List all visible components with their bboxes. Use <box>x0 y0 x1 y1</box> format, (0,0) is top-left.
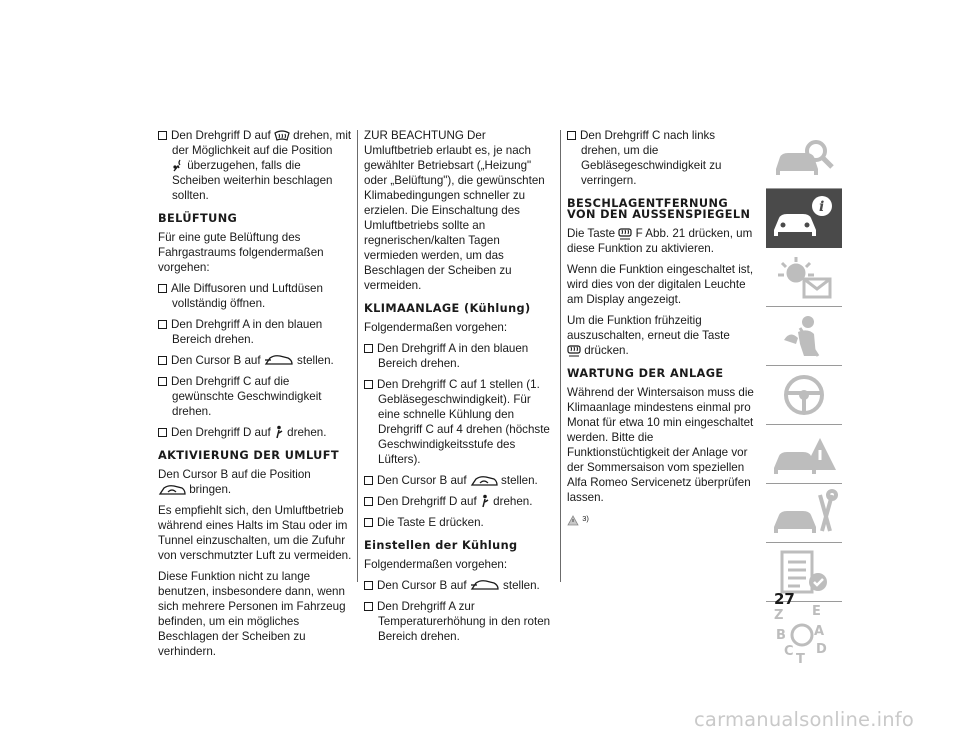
paragraph: Folgendermaßen vorgehen: <box>364 558 508 571</box>
bullet-box <box>364 518 373 527</box>
list-item: Die Taste E drücken. <box>364 515 554 530</box>
tab-safety[interactable] <box>766 307 842 366</box>
paragraph: Die Taste F Abb. 21 drücken, um diese Funktion zu aktivieren. <box>567 227 753 255</box>
paragraph: Es empfiehlt sich, den Umluftbetrieb während eines Halts im Stau oder im Tunnel einzuschalten, um die Zufuhr von verschmutzter Luft zu vermeiden. <box>158 504 352 562</box>
bullet-box <box>158 377 167 386</box>
bullet-box <box>364 497 373 506</box>
list-item: Den Drehgriff C nach links drehen, um die Gebläsegeschwindigkeit zu verringern. <box>567 128 755 188</box>
bullet-box <box>364 344 373 353</box>
reference-note: 3) <box>567 511 755 527</box>
face-vent-icon <box>274 425 284 439</box>
list-item: Den Drehgriff C auf 1 stellen (1. Gebläsegeschwindigkeit). Für eine schnelle Kühlung den Drehgriff C auf 4 drehen (höchste Geschwindigkeitsstufe des Lüfters). <box>364 377 554 467</box>
list-item: Den Drehgriff A zur Temperaturerhöhung in den roten Bereich drehen. <box>364 599 554 644</box>
tab-maintenance[interactable] <box>766 484 842 543</box>
list-item: Den Drehgriff D auf drehen. <box>158 425 352 440</box>
paragraph: Folgendermaßen vorgehen: <box>364 321 508 334</box>
bullet-box <box>364 380 373 389</box>
tab-starting-driving[interactable] <box>766 366 842 425</box>
section-heading-wartung: WARTUNG DER ANLAGE <box>567 367 724 380</box>
bullet-box <box>364 581 373 590</box>
list-item: Den Drehgriff D auf drehen. <box>364 494 554 509</box>
list-item: Den Cursor B auf stellen. <box>364 473 554 488</box>
page-number: 27 <box>774 590 795 608</box>
warning-light-icon <box>770 251 838 303</box>
recirculation-icon <box>470 475 498 487</box>
steering-wheel-icon <box>770 369 838 421</box>
car-tools-icon <box>770 487 838 539</box>
index-letter: D <box>816 642 827 657</box>
alphabet-index-icon <box>770 605 838 665</box>
paragraph: ZUR BEACHTUNG Der Umluftbetrieb erlaubt es, je nach gewählter Betriebsart („Heizung" oder „Belüftung"), die gewünschten Klimabedingungen schneller zu erzielen. Die Einschaltung des Umluftbetriebs sollte an regnerischen/kalten Tagen vermieden werden, um das Beschlagen der Scheiben zu vermeiden. <box>364 129 545 292</box>
bullet-box <box>364 602 373 611</box>
tab-car-info[interactable] <box>766 189 842 248</box>
warning-triangle-icon <box>567 515 579 526</box>
index-letter: A <box>814 624 825 639</box>
svg-text:i: i <box>819 199 825 215</box>
index-letter: T <box>796 652 805 665</box>
bullet-box <box>158 428 167 437</box>
list-item: Den Drehgriff A in den blauen Bereich drehen. <box>364 341 554 371</box>
face-vent-icon <box>480 494 490 508</box>
section-heading-einstellen: Einstellen der Kühlung <box>364 539 518 552</box>
tab-vehicle-knowledge[interactable] <box>766 130 842 189</box>
column-divider <box>357 130 358 582</box>
car-magnifier-icon <box>770 133 838 185</box>
section-heading-beschlagentfernung: BESCHLAGENTFERNUNG VON DEN AUSSENSPIEGELN <box>567 197 751 221</box>
column-divider <box>560 130 561 582</box>
section-heading-belueftung: BELÜFTUNG <box>158 212 238 225</box>
paragraph: Den Cursor B auf die Position bringen. <box>158 468 311 496</box>
list-item: Den Drehgriff C auf die gewünschte Geschwindigkeit drehen. <box>158 374 352 419</box>
mirror-defrost-icon <box>618 227 632 240</box>
column-3 <box>567 128 755 533</box>
bullet-box <box>158 320 167 329</box>
list-item: Den Drehgriff D auf drehen, mit der Möglichkeit auf die Position überzugehen, falls die Scheiben weiterhin beschlagen sollten. <box>158 128 352 203</box>
list-item: Alle Diffusoren und Luftdüsen vollständig öffnen. <box>158 281 352 311</box>
section-heading-klima: KLIMAANLAGE (Kühlung) <box>364 302 531 315</box>
index-letter: B <box>776 628 786 643</box>
bullet-box <box>158 356 167 365</box>
paragraph: Wenn die Funktion eingeschaltet ist, wird dies von der digitalen Leuchte am Display angezeigt. <box>567 263 754 306</box>
chapter-sidebar <box>766 130 842 665</box>
paragraph: Diese Funktion nicht zu lange benutzen, insbesondere dann, wenn sich mehrere Personen im Fahrzeug befinden, um ein mögliches Beschlagen der Scheiben zu verhindern. <box>158 570 346 658</box>
safety-icon <box>770 310 838 362</box>
index-letter: Z <box>774 608 784 623</box>
list-item: Den Cursor B auf stellen. <box>158 353 352 368</box>
index-letter: E <box>812 605 821 619</box>
fresh-air-icon <box>470 579 500 592</box>
list-item: Den Drehgriff A in den blauen Bereich drehen. <box>158 317 352 347</box>
windshield-defrost-icon <box>274 130 290 142</box>
list-item: Den Cursor B auf stellen. <box>364 578 554 593</box>
bullet-box <box>158 131 167 140</box>
recirculation-icon <box>158 484 186 496</box>
tab-emergency[interactable] <box>766 425 842 484</box>
bullet-box <box>364 476 373 485</box>
watermark: carmanualsonline.info <box>694 708 914 731</box>
car-warning-icon <box>770 428 838 480</box>
index-letter: C <box>784 644 794 659</box>
section-heading-umluft: AKTIVIERUNG DER UMLUFT <box>158 449 339 462</box>
paragraph: Während der Wintersaison muss die Klimaanlage mindestens einmal pro Monat für etwa 10 min eingeschaltet werden. Bitte die Funktionstüchtigkeit der Anlage vor der Sommersaison vom speziellen Alfa Romeo Servicenetz überprüfen lassen. <box>567 386 754 504</box>
defrost-position-icon <box>172 159 184 172</box>
bullet-box <box>567 131 576 140</box>
bullet-box <box>158 284 167 293</box>
column-1 <box>158 128 352 665</box>
car-info-icon <box>770 192 838 244</box>
column-2 <box>364 128 554 650</box>
tab-warning-lights[interactable] <box>766 248 842 307</box>
mirror-defrost-icon <box>567 344 581 357</box>
fresh-air-icon <box>264 354 294 367</box>
paragraph: Für eine gute Belüftung des Fahrgastraums folgendermaßen vorgehen: <box>158 231 324 274</box>
tab-index[interactable] <box>766 602 842 665</box>
paragraph: Um die Funktion frühzeitig auszuschalten, erneut die Taste drücken. <box>567 314 730 357</box>
